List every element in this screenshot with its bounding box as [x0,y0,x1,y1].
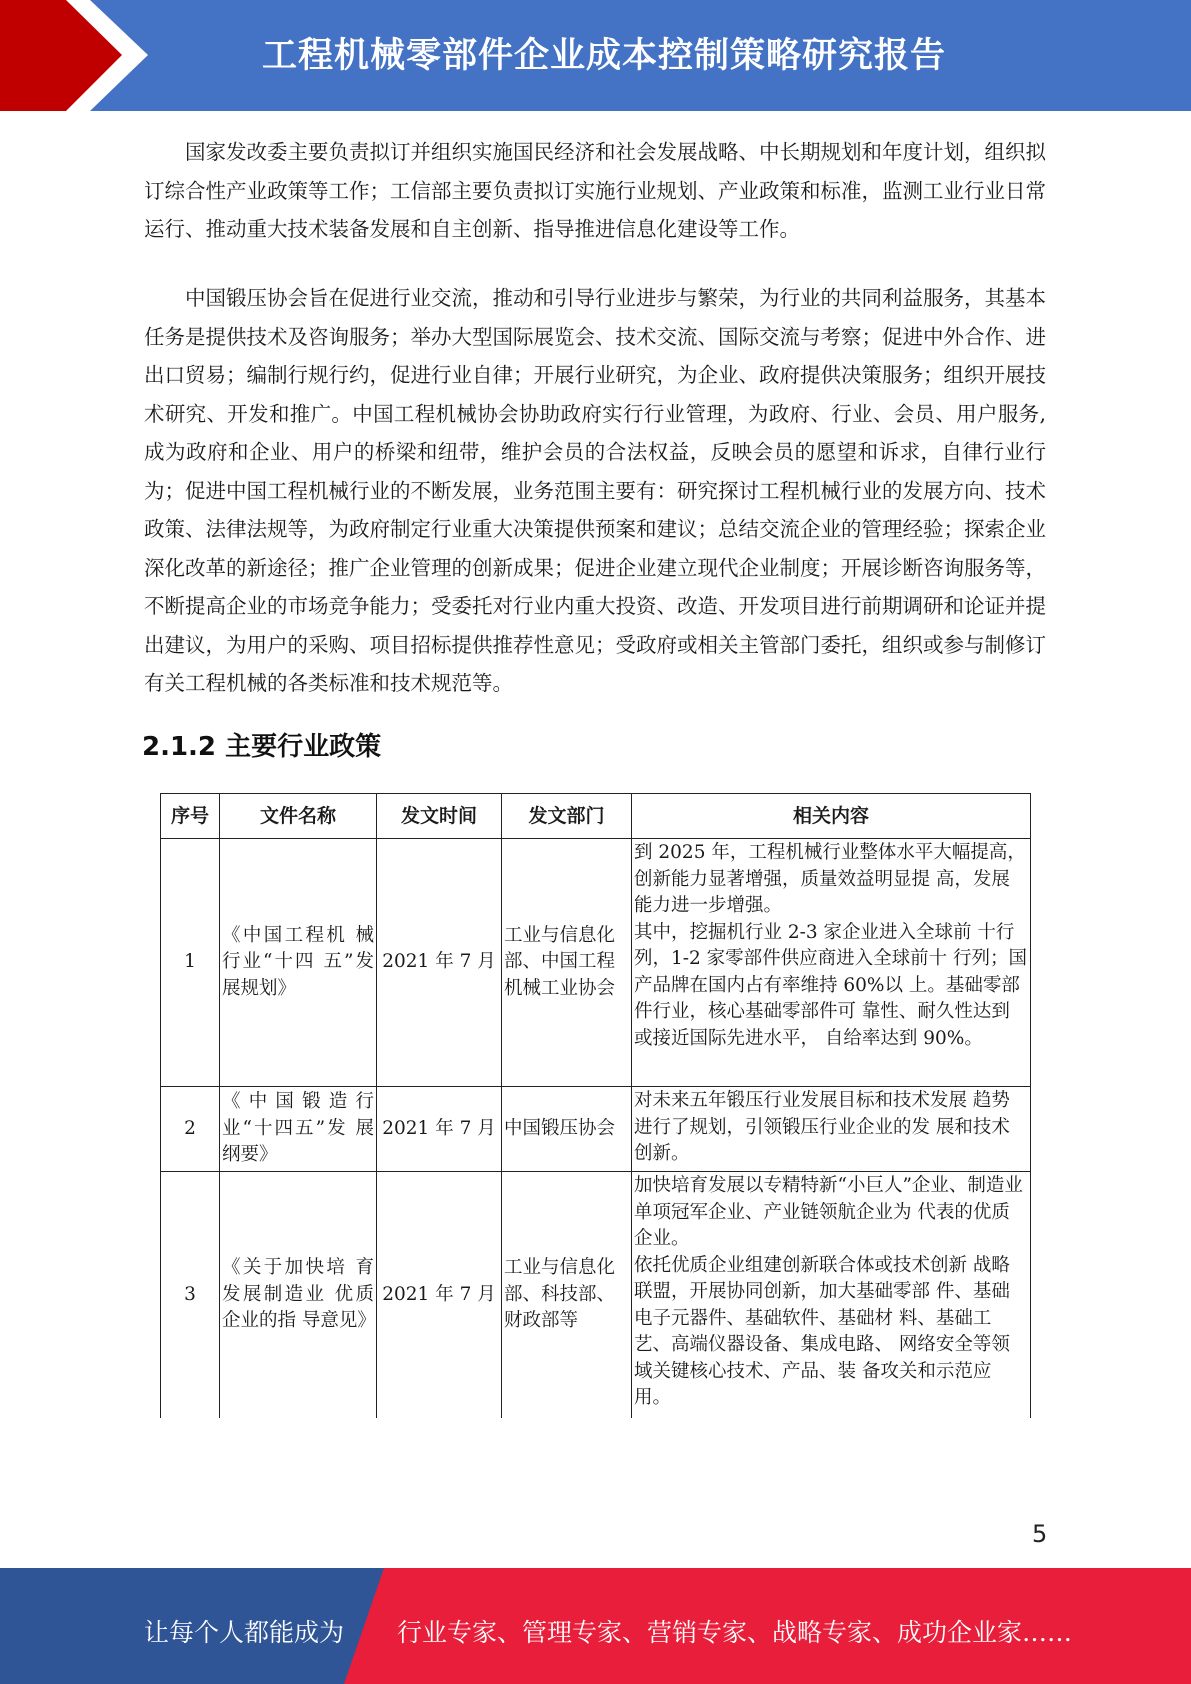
table-row [161,839,1031,1087]
header-name: 文件名称 [220,794,377,839]
row-no: 1 [161,839,220,1087]
header-dept: 发文部门 [502,794,632,839]
page-number: 5 [1032,1520,1048,1548]
row-dept: 工业与信息化部、中国工程机械工业协会 [502,839,632,1087]
row-content-part-2: 其中，挖掘机行业 2-3 家企业进入全球前 十行列，1-2 家零部件供应商进入全球前十 行列；国产品牌在国内占有率维持 60%以 上。基础零部件行业，核心基础零部件可 靠性、耐久性达到或接近国际先进水平， 自给率达到 90%。 [634,921,1028,1049]
body-paragraph-2: 中国锻压协会旨在促进行业交流，推动和引导行业进步与繁荣，为行业的共同利益服务，其基本任务是提供技术及咨询服务；举办大型国际展览会、技术交流、国际交流与考察；促进中外合作、进出口贸易；编制行规行约，促进行业自律；开展行业研究，为企业、政府提供决策服务；组织开展技术研究、开发和推广。中国工程机械协会协助政府实行行业管理，为政府、行业、会员、用户服务,成为政府和企业、用户的桥梁和纽带，维护会员的合法权益，反映会员的愿望和诉求，自律行业行为；促进中国工程机械行业的不断发展，业务范围主要有：研究探讨工程机械行业的发展方向、技术政策、法律法规等，为政府制定行业重大决策提供预案和建议；总结交流企业的管理经验；探索企业深化改革的新途径；推广企业管理的创新成果；促进企业建立现代企业制度；开展诊断咨询服务等，不断提高企业的市场竞争能力；受委托对行业内重大投资、改造、开发项目进行前期调研和论证并提出建议，为用户的采购、项目招标提供推荐性意见；受政府或相关主管部门委托，组织或参与制修订有关工程机械的各类标准和技术规范等。 [144,286,1046,695]
section-heading: 2.1.2 主要行业政策 [142,732,382,762]
row-doc-name: 《关于加快培 育发展制造业 优质企业的指 导意见》 [220,1172,377,1418]
row-doc-name: 《中国工程机 械行业“十四 五”发展规划》 [220,839,377,1087]
row-content-part-1: 对未来五年锻压行业发展目标和技术发展 趋势进行了规划，引领锻压行业企业的发 展和技术创新。 [634,1090,1010,1164]
row-doc-name: 《中国锻造行 业“十四五”发 展纲要》 [220,1087,377,1172]
body-paragraph-1: 国家发改委主要负责拟订并组织实施国民经济和社会发展战略、中长期规划和年度计划，组织拟订综合性产业政策等工作；工信部主要负责拟订实施行业规划、产业政策和标准，监测工业行业日常运行、推动重大技术装备发展和自主创新、指导推进信息化建设等工作。 [144,140,1046,241]
header-banner [0,0,1191,111]
row-content-part-1: 到 2025 年，工程机械行业整体水平大幅提高，创新能力显著增强，质量效益明显提 高，发展能力进一步增强。 [634,842,1026,916]
row-content [632,1087,1031,1172]
footer-banner [0,1568,1191,1684]
row-date: 2021 年 7 月 [377,1172,502,1418]
row-content-part-1: 加快培育发展以专精特新“小巨人”企业、制造业单项冠军企业、产业链领航企业为 代表的优质企业。 [634,1175,1023,1249]
row-no: 3 [161,1172,220,1418]
report-title: 工程机械零部件企业成本控制策略研究报告 [262,36,947,76]
header-no: 序号 [161,794,220,839]
row-no: 2 [161,1087,220,1172]
row-dept: 中国锻压协会 [502,1087,632,1172]
footer-slogan-right: 行业专家、管理专家、营销专家、战略专家、成功企业家…… [397,1618,1073,1647]
table-row [161,1087,1031,1172]
header-red-arrow-decoration [0,0,150,111]
footer-slogan-left: 让每个人都能成为 [144,1618,345,1647]
row-date: 2021 年 7 月 [377,1087,502,1172]
table-row [161,1172,1031,1418]
row-dept: 工业与信息化部、科技部、财政部等 [502,1172,632,1418]
table-header-row [161,794,1031,839]
header-content: 相关内容 [632,794,1031,839]
policy-table [160,793,1031,1418]
row-content [632,1172,1031,1418]
row-content [632,839,1031,1087]
row-date: 2021 年 7 月 [377,839,502,1087]
header-date: 发文时间 [377,794,502,839]
row-content-part-2: 依托优质企业组建创新联合体或技术创新 战略联盟，开展协同创新，加大基础零部 件、基础电子元器件、基础软件、基础材 料、基础工艺、高端仪器设备、集成电路、 网络安全等领域关键核心技术、产品、装 备攻关和示范应用。 [634,1254,1010,1408]
